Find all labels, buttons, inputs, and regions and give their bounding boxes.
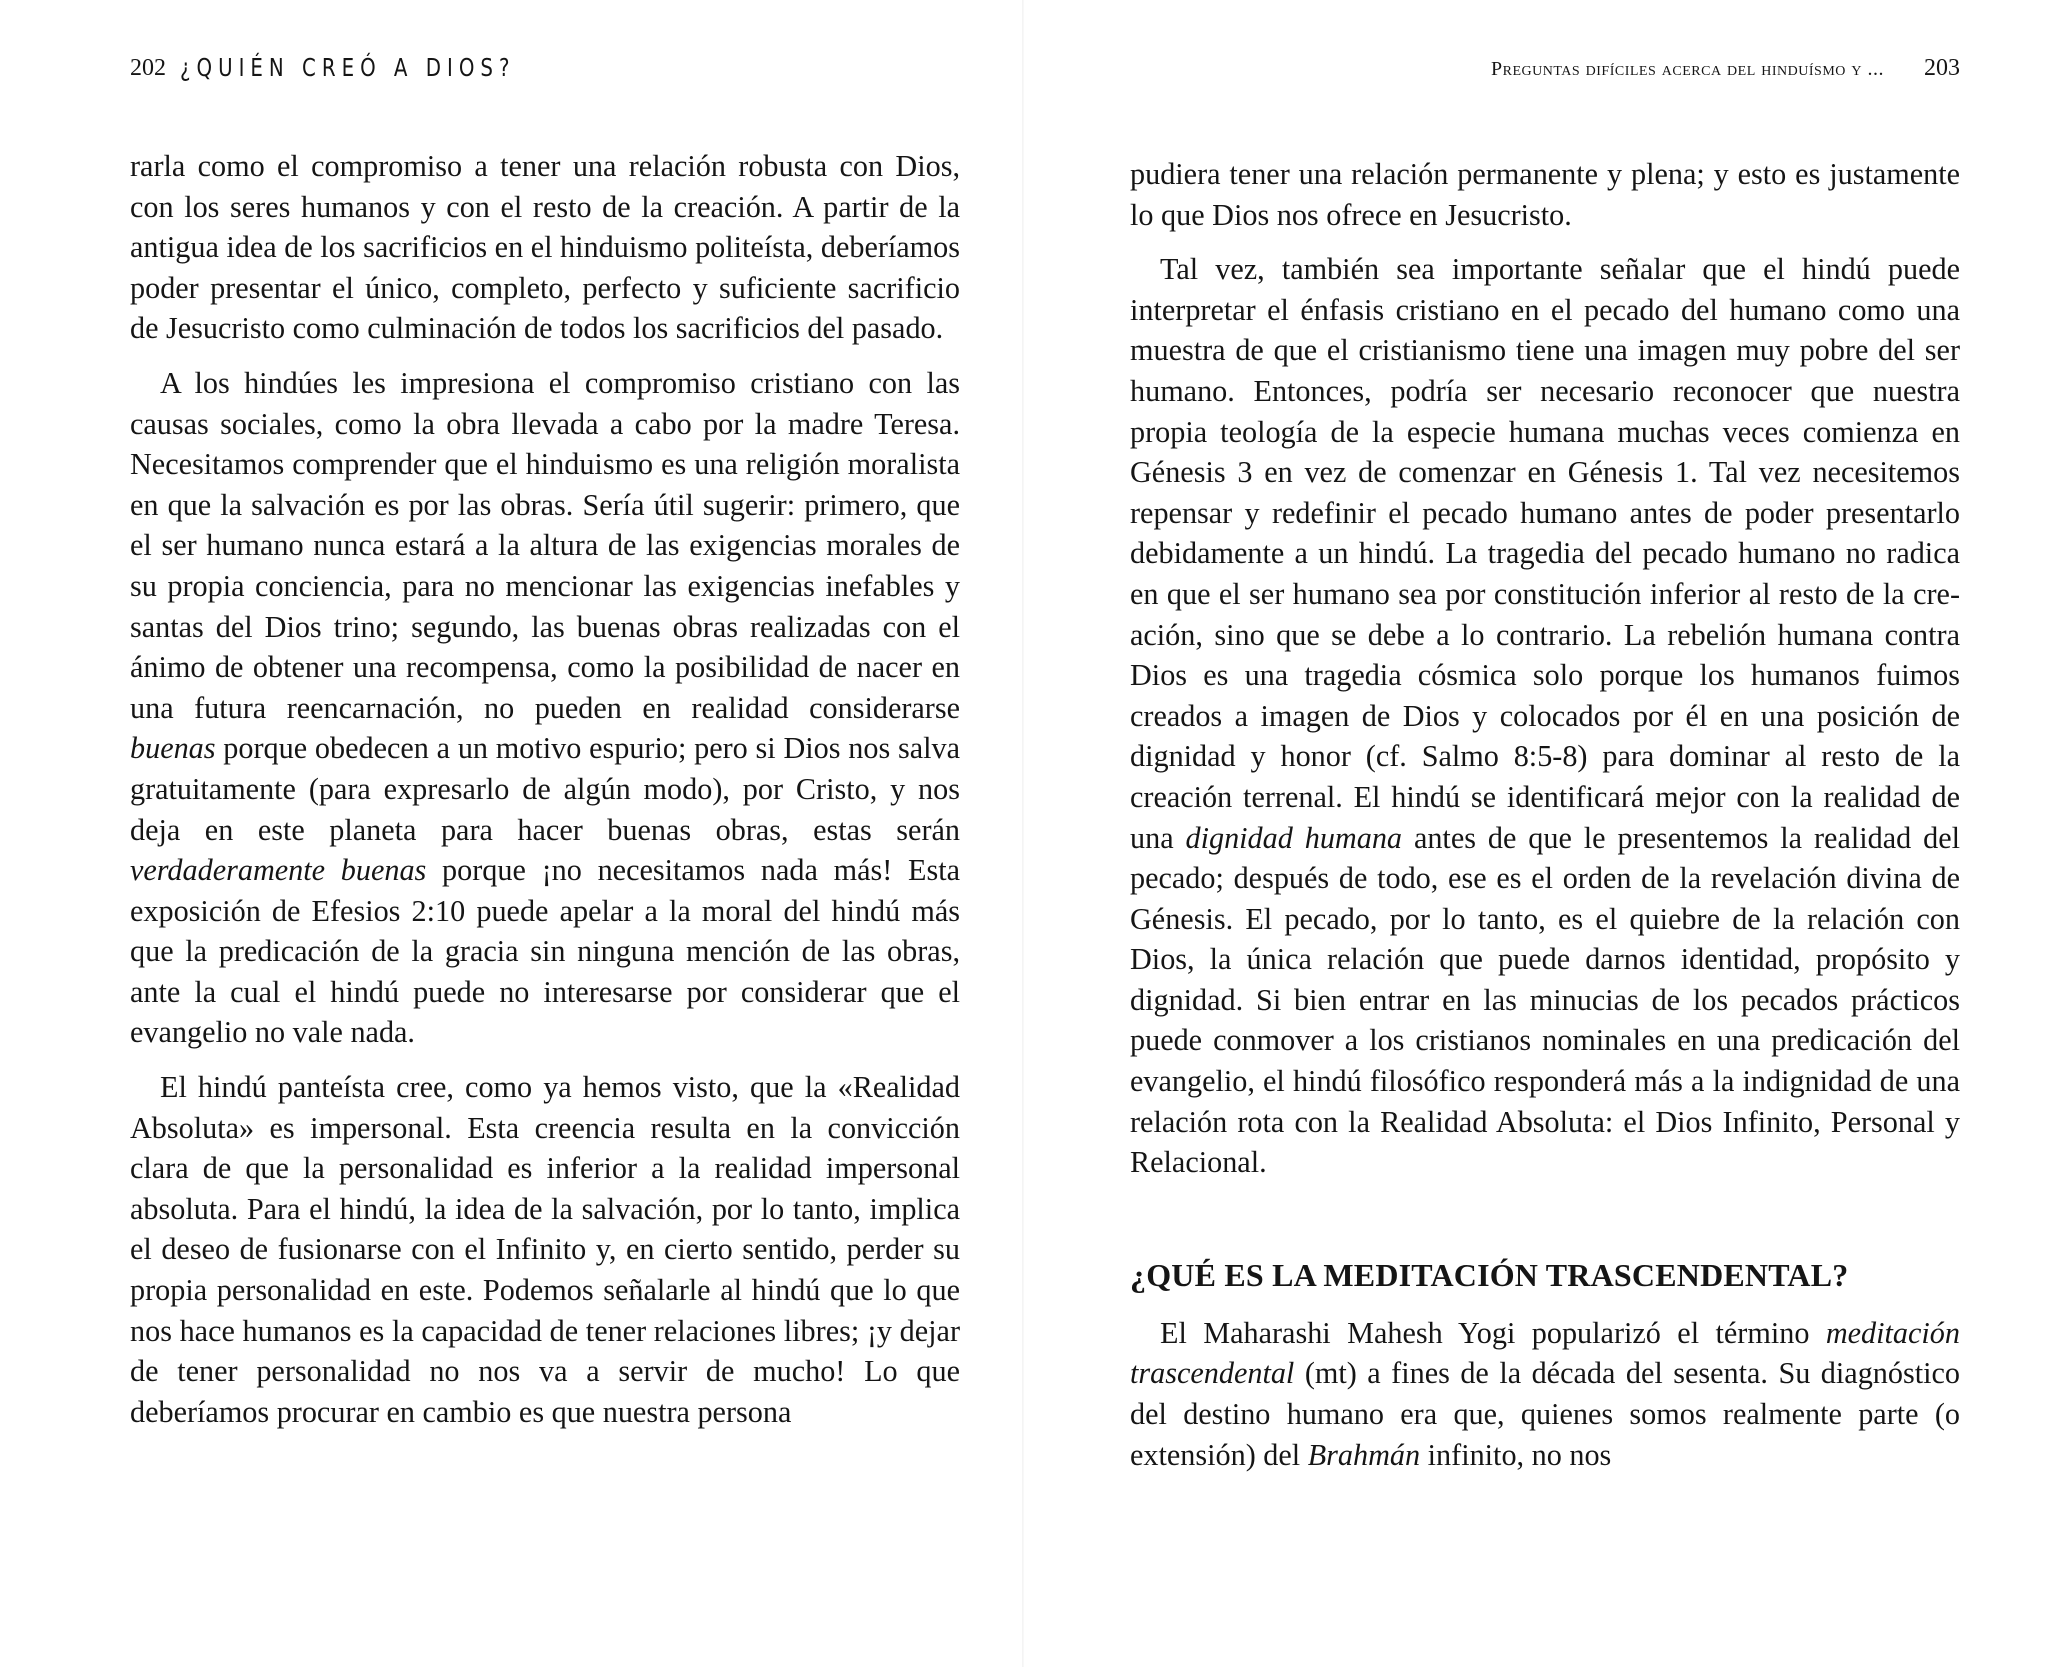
left-body-text — [130, 146, 960, 1446]
text-run: (mt) a fines de la década del sesenta. Su diagnóstico del destino humano era que, quienes somos realmente parte (o extensión) del — [1130, 1356, 1960, 1472]
italic-text: verdaderamente buenas — [130, 853, 427, 888]
right-paragraphs-before — [1130, 154, 1960, 1183]
text-run: porque obedecen a un motivo espurio; pero si Dios nos salva gratuitamente (para expresarlo de algún modo), por Cristo, y nos deja en este planeta para hacer buenas obras, estas serán — [130, 731, 960, 847]
right-page-number: 203 — [1924, 55, 1960, 81]
left-running-title: ¿QUIÉN CREÓ A DIOS? — [180, 54, 516, 83]
text-run: El hindú panteísta cree, como ya hemos visto, que la «Realidad Absoluta» es impersonal. Esta creencia resulta en la convicción clara de que la personalidad es inferior a la realidad impersonal absoluta. Para el hindú, la idea de la salvación, por lo tanto, implica el deseo de fusionarse con el Infinito y, en cierto sentido, perder su propia personalidad en este. Podemos señalarle al hindú que lo que nos hace humanos es la capacidad de tener relaciones libres; ¡y dejar de tener personalidad no nos va a servir de mucho! Lo que deberíamos procurar en cambio es que nuestra persona — [130, 1070, 960, 1429]
italic-text: dignidad humana — [1185, 820, 1403, 855]
right-paragraph — [1130, 249, 1960, 1183]
left-running-head — [130, 48, 960, 88]
right-paragraph — [1130, 154, 1960, 235]
text-run: rarla como el compromiso a tener una relación robusta con Dios, con los seres humanos y con el resto de la creación. A partir de la antigua idea de los sacrificios en el hinduismo politeísta, deberíamos poder presentar el único, completo, perfecto y suficiente sacrificio de Jesucristo como culminación de todos los sacrificios del pasado. — [130, 149, 960, 346]
italic-text: meditación trascendental — [1130, 1315, 1960, 1391]
right-running-head — [1130, 48, 1960, 88]
text-run: pudiera tener una relación permanente y plena; y esto es justamente lo que Dios nos ofrece en Jesucristo. — [1130, 157, 1960, 232]
text-run: porque ¡no necesitamos nada más! Esta exposición de Efesios 2:10 puede apelar a la moral del hindú más que la predicación de la gracia sin ninguna mención de las obras, ante la cual el hindú puede no interesarse por considerar que el evangelio no vale nada. — [130, 853, 960, 1050]
left-page-number: 202 — [130, 55, 166, 81]
text-run: El Maharashi Mahesh Yogi popularizó el término — [1160, 1315, 1826, 1350]
right-running-title: Preguntas difíciles acerca del hinduísmo y ... — [1490, 58, 1884, 80]
page-gutter — [1022, 0, 1024, 1667]
text-run: antes de que le presentemos la realidad del pecado; después de todo, ese es el orden de la revelación divina de Génesis. El pecado, por lo tanto, es el quiebre de la relación con Dios, la única relación que puede darnos identidad, propósito y dignidad. Si bien entrar en las minucias de los pecados prácticos puede conmover a los cristianos nominales en una predicación del evangelio, el hindú filosófico responderá más a la indignidad de una relación rota con la Realidad Absoluta: el Dios Infinito, Personal y Relacional. — [1130, 820, 1960, 1180]
italic-text: Brahmán — [1307, 1437, 1421, 1472]
section-heading: ¿QUÉ ES LA MEDITACIÓN TRASCENDENTAL? — [1130, 1256, 1849, 1293]
right-paragraph — [1130, 1313, 1960, 1475]
text-run: A los hindúes les impresiona el compromiso cristiano con las causas sociales, como la obra llevada a cabo por la madre Teresa. Necesitamos comprender que el hinduismo es una religión moralista en que la salvación es por las obras. Sería útil sugerir: primero, que el ser humano nunca estará a la altura de las exigencias morales de su propia conciencia, para no mencionar las exigencias inefables y santas del Dios trino; segundo, las buenas obras realizadas con el ánimo de obtener una recompensa, como la posibilidad de nacer en una futura reencarnación, no pueden en realidad considerarse — [130, 365, 960, 725]
right-page — [1130, 0, 1960, 1667]
left-paragraph — [130, 1067, 960, 1432]
italic-text: buenas — [130, 731, 216, 766]
left-paragraph — [130, 146, 960, 349]
right-body-text — [1130, 154, 1960, 1489]
text-run: Tal vez, también sea importante señalar que el hindú puede interpretar el énfasis cristiano en el pecado del humano como una muestra de que el cristianismo tiene una imagen muy pobre del ser humano. Entonces, podría ser necesario reconocer que nuestra propia teología de la especie humana muchas veces comienza en Génesis 3 en vez de comenzar en Génesis 1. Tal vez necesitemos repensar y redefinir el pecado humano antes de poder presentarlo debidamente a un hindú. La tragedia del pecado humano no radica en que el ser humano sea por constitución inferior al resto de la creación, sino que se debe a lo contrario. La rebelión humana contra Dios es una tragedia cósmica solo porque los humanos fuimos creados a imagen de Dios y colocados por él en una posición de dignidad y honor (cf. Salmo 8:5-8) para dominar al resto de la creación terrenal. El hindú se identificará mejor con la realidad de una — [1130, 252, 1960, 855]
left-paragraph — [130, 363, 960, 1053]
text-run: infinito, no nos — [1420, 1437, 1612, 1472]
left-page — [130, 0, 960, 1667]
right-paragraphs-after — [1130, 1313, 1960, 1475]
